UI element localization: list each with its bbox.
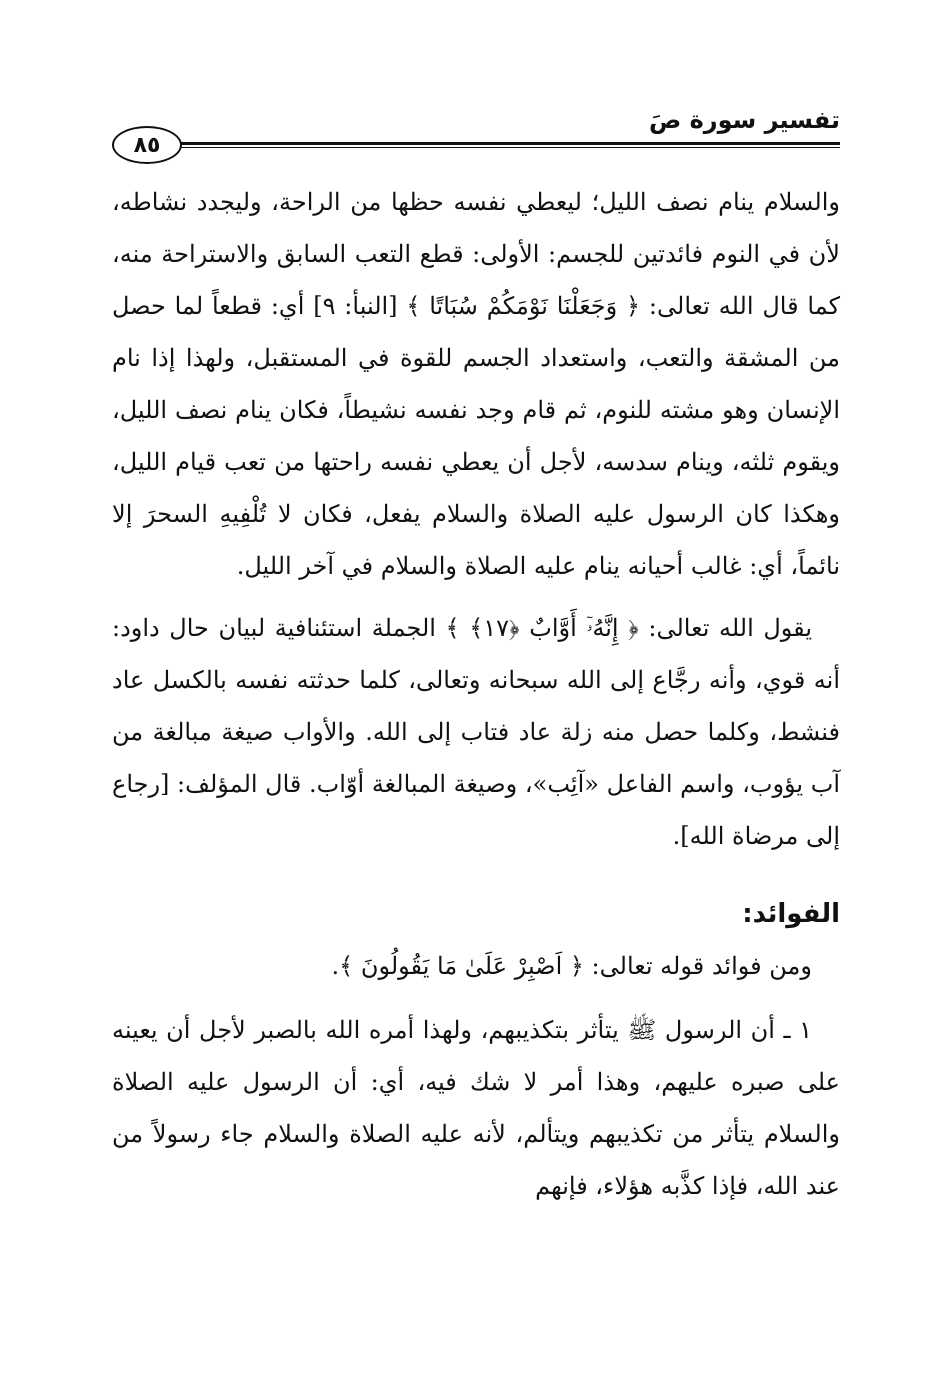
paragraph-1: والسلام ينام نصف الليل؛ ليعطي نفسه حظها من الراحة، وليجدد نشاطه، لأن في النوم فائدتين للجسم: الأولى: قطع التعب السابق والاستراحة منه، كما قال الله تعالى: ﴿ وَجَعَلْنَا نَوْمَكُمْ سُبَاتًا ﴾ [النبأ: ٩] أي: قطعاً لما حصل من المشقة والتعب، واستعداد الجسم للقوة في المستقبل، ولهذا إذا نام الإنسان وهو مشته للنوم، ثم قام وجد نفسه نشيطاً، فكان ينام نصف الليل، ويقوم ثلثه، وينام سدسه، لأجل أن يعطي نفسه راحتها من تعب قيام الليل، وهكذا كان الرسول عليه الصلاة والسلام يفعل، فكان لا تُلْفِيهِ السحرَ إلا نائماً، أي: غالب أحيانه ينام عليه الصلاة والسلام في آخر الليل. xyxy=(112,188,841,580)
paragraph-3: ومن فوائد قوله تعالى: ﴿ اَصْبِرْ عَلَىٰ مَا يَقُولُونَ ﴾. xyxy=(331,952,812,980)
section-heading: الفوائد: xyxy=(742,899,840,929)
page-number: ٨٥ xyxy=(112,126,182,164)
paragraph-2: يقول الله تعالى: ﴿ إِنَّهُۥٓ أَوَّابٌ ﴿١٧﴾ ﴾ الجملة استئنافية لبيان حال داود: أنه قوي، وأنه رجَّاع إلى الله سبحانه وتعالى، كلما حدثته نفسه بالكسل عاد فنشط، وكلما حصل منه زلة عاد فتاب إلى الله. والأواب صيغة مبالغة من آب يؤوب، واسم الفاعل «آئِب»، وصيغة المبالغة أوّاب. قال المؤلف: [رجاع إلى مرضاة الله]. xyxy=(112,614,840,850)
running-title: تفسير سورة صَ xyxy=(648,106,840,134)
header-rule-thin xyxy=(180,147,840,148)
page-header xyxy=(112,100,840,158)
header-rule-thick xyxy=(180,142,840,145)
page-body xyxy=(112,176,840,1212)
list-item-1: ١ ـ أن الرسول ﷺ يتأثر بتكذيبهم، ولهذا أمره الله بالصبر لأجل أن يعينه على صبره عليهم، وهذا أمر لا شك فيه، أي: أن الرسول عليه الصلاة والسلام يتأثر من تكذيبهم ويتألم، لأنه عليه الصلاة والسلام جاء رسولاً من عند الله، فإذا كذَّبه هؤلاء، فإنهم xyxy=(112,1016,840,1200)
